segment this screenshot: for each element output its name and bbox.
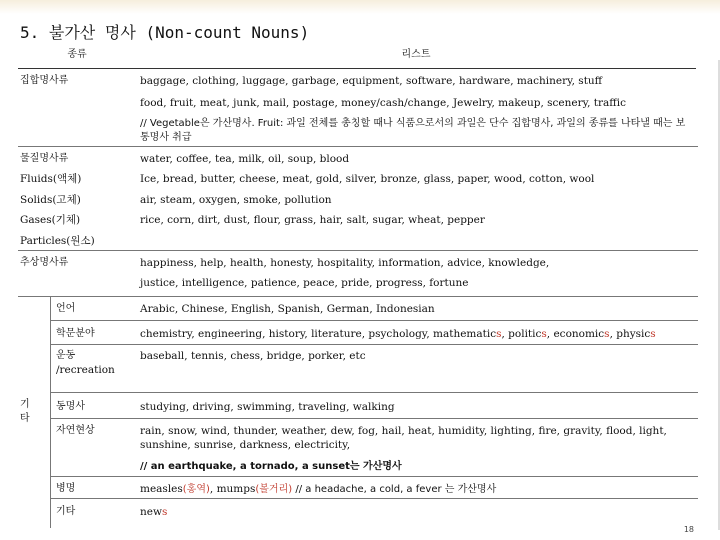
material-label: 물질명사류 <box>20 153 69 164</box>
etc-items: news <box>140 506 168 518</box>
etc-label: 기타 <box>56 506 76 517</box>
academic-items: chemistry, engineering, history, literature, psychology, mathematics, politics, economics, physics <box>140 328 656 340</box>
gases-label: Gases(기체) <box>20 214 81 226</box>
collective-line-2: food, fruit, meat, junk, mail, postage, money/cash/change, Jewelry, makeup, scenery, traffic <box>140 97 627 109</box>
nature-label: 자연현상 <box>56 425 95 436</box>
abstract-line-2: justice, intelligence, patience, peace, pride, progress, fortune <box>140 277 469 289</box>
others-column-line <box>50 296 51 528</box>
collective-label: 집합명사류 <box>20 75 69 86</box>
gerund-items: studying, driving, swimming, traveling, walking <box>140 401 395 413</box>
fluids-items: Ice, bread, butter, cheese, meat, gold, silver, bronze, glass, paper, wood, cotton, wool <box>140 173 595 185</box>
fluids-label: Fluids(액체) <box>20 173 82 185</box>
header-category: 종류 <box>18 42 136 69</box>
divider <box>18 250 698 251</box>
collective-note: // Vegetable은 가산명사. Fruit: 과일 전체를 총칭할 때나 식품으로서의 과일은 단수 집합명사, 과일의 종류를 나타낼 때는 보통명사 취급 <box>140 118 686 143</box>
divider <box>18 296 698 297</box>
solids-items: air, steam, oxygen, smoke, pollution <box>140 194 332 206</box>
material-line-1: water, coffee, tea, milk, oil, soup, blood <box>140 153 350 165</box>
collective-line-1: baggage, clothing, luggage, garbage, equipment, software, hardware, machinery, stuff <box>140 75 603 87</box>
sports-label: 운동 <box>56 350 76 361</box>
page-number: 18 <box>683 525 694 534</box>
solids-label: Solids(고체) <box>20 194 81 206</box>
divider <box>50 418 698 419</box>
disease-items: measles(홍역), mumps(볼거리) // a headache, a cold, a fever 는 가산명사 <box>140 483 497 495</box>
header-list: 리스트 <box>136 42 696 69</box>
abstract-line-1: happiness, help, health, honesty, hospitality, information, advice, knowledge, <box>140 257 550 269</box>
nature-items: rain, snow, wind, thunder, weather, dew, fog, hail, heat, humidity, lighting, fire, gravity, flood, light, sunshine, sunrise, darkness, electricity, <box>140 425 667 451</box>
slide-title: 5. 불가산 명사 (Non-count Nouns) <box>20 23 310 42</box>
language-items: Arabic, Chinese, English, Spanish, German, Indonesian <box>140 303 435 315</box>
language-label: 언어 <box>56 303 76 314</box>
disease-label: 병명 <box>56 483 76 494</box>
particles-label: Particles(원소) <box>20 235 95 247</box>
nature-note: // an earthquake, a tornado, a sunset는 가산명사 <box>140 461 402 472</box>
academic-label: 학문분야 <box>56 328 95 339</box>
abstract-label: 추상명사류 <box>20 257 69 268</box>
gases-items: rice, corn, dirt, dust, flour, grass, hair, salt, sugar, wheat, pepper <box>140 214 485 226</box>
sports-items: baseball, tennis, chess, bridge, porker, etc <box>140 350 366 362</box>
gerund-label: 동명사 <box>56 401 85 412</box>
divider <box>18 146 698 147</box>
divider <box>50 392 698 393</box>
divider <box>50 498 698 499</box>
top-decoration <box>0 0 720 14</box>
sports-sub-label: /recreation <box>56 364 115 376</box>
divider <box>50 320 698 321</box>
divider <box>50 476 698 477</box>
others-label: 기타 <box>20 399 30 424</box>
divider <box>50 344 698 345</box>
